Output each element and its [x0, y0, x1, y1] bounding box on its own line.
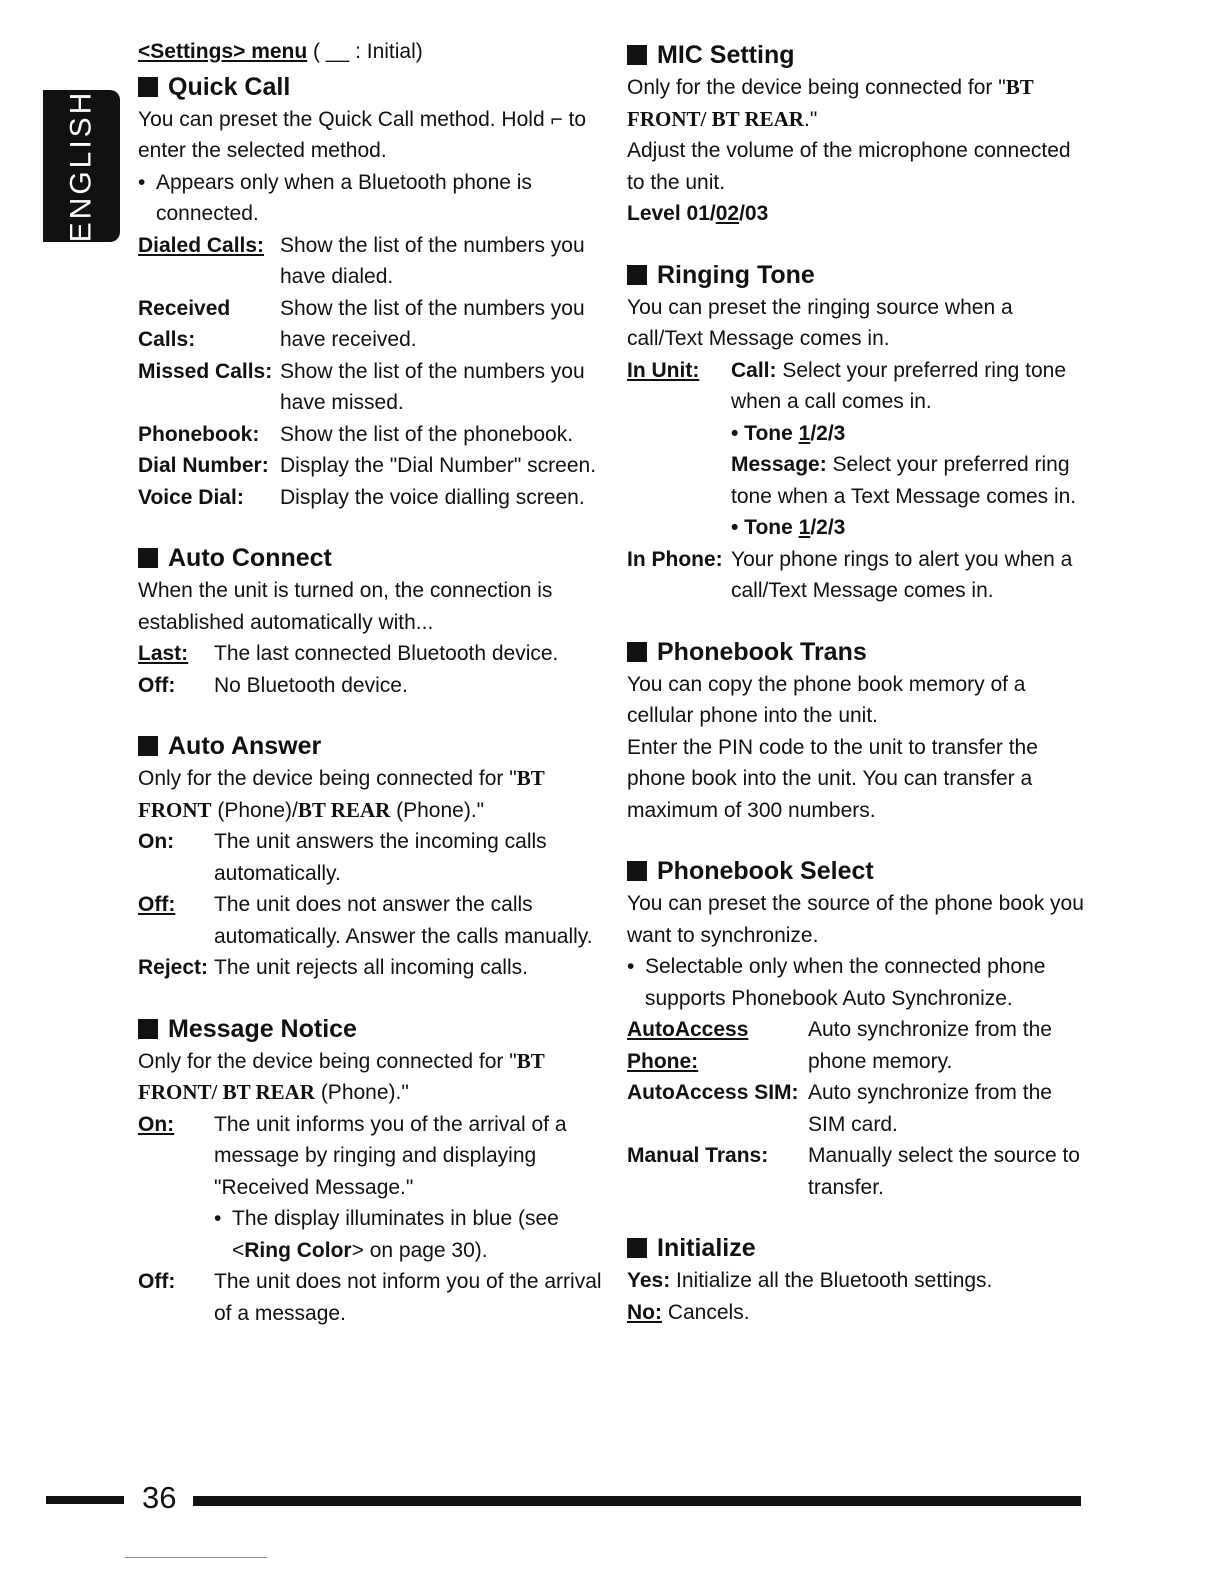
- section-heading: Initialize: [627, 1231, 1092, 1265]
- scan-mark-line: [125, 1557, 267, 1558]
- section-heading: MIC Setting: [627, 38, 1092, 72]
- list-item: No: Cancels.: [627, 1300, 750, 1324]
- section-heading: Message Notice: [138, 1012, 603, 1046]
- list-item: Manual Trans: Manually select the source to transfer.: [627, 1144, 1080, 1199]
- list-item: On: The unit answers the incoming calls automatically.: [138, 830, 547, 885]
- bullet-square-icon: [138, 77, 158, 97]
- list-item: On: The unit informs you of the arrival of a message by ringing and displaying "Received Message." • The display illuminates in blue (see <Ring Color> on page 30).: [138, 1109, 603, 1267]
- footer-rule-right: [193, 1496, 1081, 1506]
- page-number: 36: [142, 1480, 177, 1515]
- quick-call-intro: You can preset the Quick Call method. Hold ⌐ to enter the selected method.: [138, 104, 603, 167]
- settings-menu-title: <Settings> menu: [138, 40, 308, 63]
- list-item: • The display illuminates in blue (see <Ring Color> on page 30).: [214, 1207, 559, 1262]
- bullet-square-icon: [627, 45, 647, 65]
- handset-icon: ⌐: [550, 107, 563, 131]
- bullet-square-icon: [627, 265, 647, 285]
- footer-rule-left: [46, 1496, 124, 1504]
- mic-level: Level 01/02/03: [627, 202, 769, 225]
- section-heading: Auto Answer: [138, 729, 603, 763]
- list-item: In Unit: Call: Select your preferred ring tone when a call comes in. • Tone 1/2/3 Message: Select your preferred ring tone when a Text Message comes in. • Tone 1/2/3: [627, 358, 1077, 539]
- language-tab-label: ENGLISH: [64, 89, 98, 243]
- phonebook-select-section: [627, 854, 1092, 1203]
- ringing-tone-section: [627, 258, 1092, 607]
- auto-connect-section: [138, 541, 603, 701]
- mic-setting-text: Adjust the volume of the microphone connected to the unit.: [627, 139, 1071, 194]
- list-item: • Appears only when a Bluetooth phone is connected.: [138, 170, 532, 225]
- list-item: In Phone: Your phone rings to alert you when a call/Text Message comes in.: [627, 547, 1073, 602]
- bullet-square-icon: [138, 1019, 158, 1039]
- menu-header: [138, 36, 603, 68]
- phonebook-trans-section: [627, 635, 1092, 827]
- initial-note: ( __ : Initial): [307, 40, 423, 63]
- phonebook-select-intro: You can preset the source of the phone book you want to synchronize.: [627, 892, 1084, 947]
- list-item: Off: The unit does not inform you of the arrival of a message.: [138, 1270, 602, 1325]
- phonebook-trans-p1: You can copy the phone book memory of a cellular phone into the unit.: [627, 672, 1026, 727]
- right-column: [627, 36, 1092, 1356]
- list-item: AutoAccess SIM: Auto synchronize from the SIM card.: [627, 1081, 1052, 1136]
- list-item: Last: The last connected Bluetooth device.: [138, 642, 559, 665]
- auto-answer-intro: Only for the device being connected for "BT FRONT (Phone)/BT REAR (Phone).": [138, 766, 545, 822]
- quick-call-section: [138, 70, 603, 514]
- list-item: Reject: The unit rejects all incoming calls.: [138, 956, 528, 979]
- bullet-square-icon: [138, 736, 158, 756]
- bullet-square-icon: [138, 548, 158, 568]
- ringing-tone-intro: You can preset the ringing source when a call/Text Message comes in.: [627, 295, 1013, 350]
- list-item: Off: The unit does not answer the calls automatically. Answer the calls manually.: [138, 893, 593, 948]
- auto-answer-section: [138, 729, 603, 984]
- message-notice-intro: Only for the device being connected for "BT FRONT/ BT REAR (Phone).": [138, 1048, 545, 1104]
- mic-setting-intro: Only for the device being connected for "BT FRONT/ BT REAR.": [627, 75, 1034, 131]
- list-item: Dial Number: Display the "Dial Number" screen.: [138, 454, 597, 477]
- language-tab: [43, 90, 120, 242]
- auto-connect-intro: When the unit is turned on, the connection is established automatically with...: [138, 579, 553, 634]
- list-item: Off: No Bluetooth device.: [138, 673, 408, 697]
- initialize-section: [627, 1231, 1092, 1328]
- bullet-square-icon: [627, 1238, 647, 1258]
- section-heading: Auto Connect: [138, 541, 603, 575]
- section-heading: Phonebook Select: [627, 854, 1092, 888]
- list-item: Received Calls: Show the list of the numbers you have received.: [138, 296, 585, 351]
- list-item: • Selectable only when the connected phone supports Phonebook Auto Synchronize.: [627, 955, 1046, 1010]
- list-item: AutoAccess Phone: Auto synchronize from the phone memory.: [627, 1018, 1052, 1073]
- section-heading: Quick Call: [138, 70, 603, 104]
- bullet-square-icon: [627, 642, 647, 662]
- list-item: Phonebook: Show the list of the phonebook.: [138, 422, 574, 446]
- message-notice-section: [138, 1012, 603, 1330]
- list-item: Missed Calls: Show the list of the numbers you have missed.: [138, 359, 585, 414]
- list-item: Yes: Initialize all the Bluetooth settings.: [627, 1269, 993, 1292]
- section-heading: Phonebook Trans: [627, 635, 1092, 669]
- list-item: Dialed Calls: Show the list of the numbers you have dialed.: [138, 233, 585, 288]
- left-column: [138, 36, 603, 1357]
- phonebook-trans-p2: Enter the PIN code to the unit to transfer the phone book into the unit. You can transfer a maximum of 300 numbers.: [627, 735, 1038, 822]
- section-heading: Ringing Tone: [627, 258, 1092, 292]
- list-item: Voice Dial: Display the voice dialling screen.: [138, 485, 585, 509]
- mic-setting-section: [627, 38, 1092, 230]
- bullet-square-icon: [627, 861, 647, 881]
